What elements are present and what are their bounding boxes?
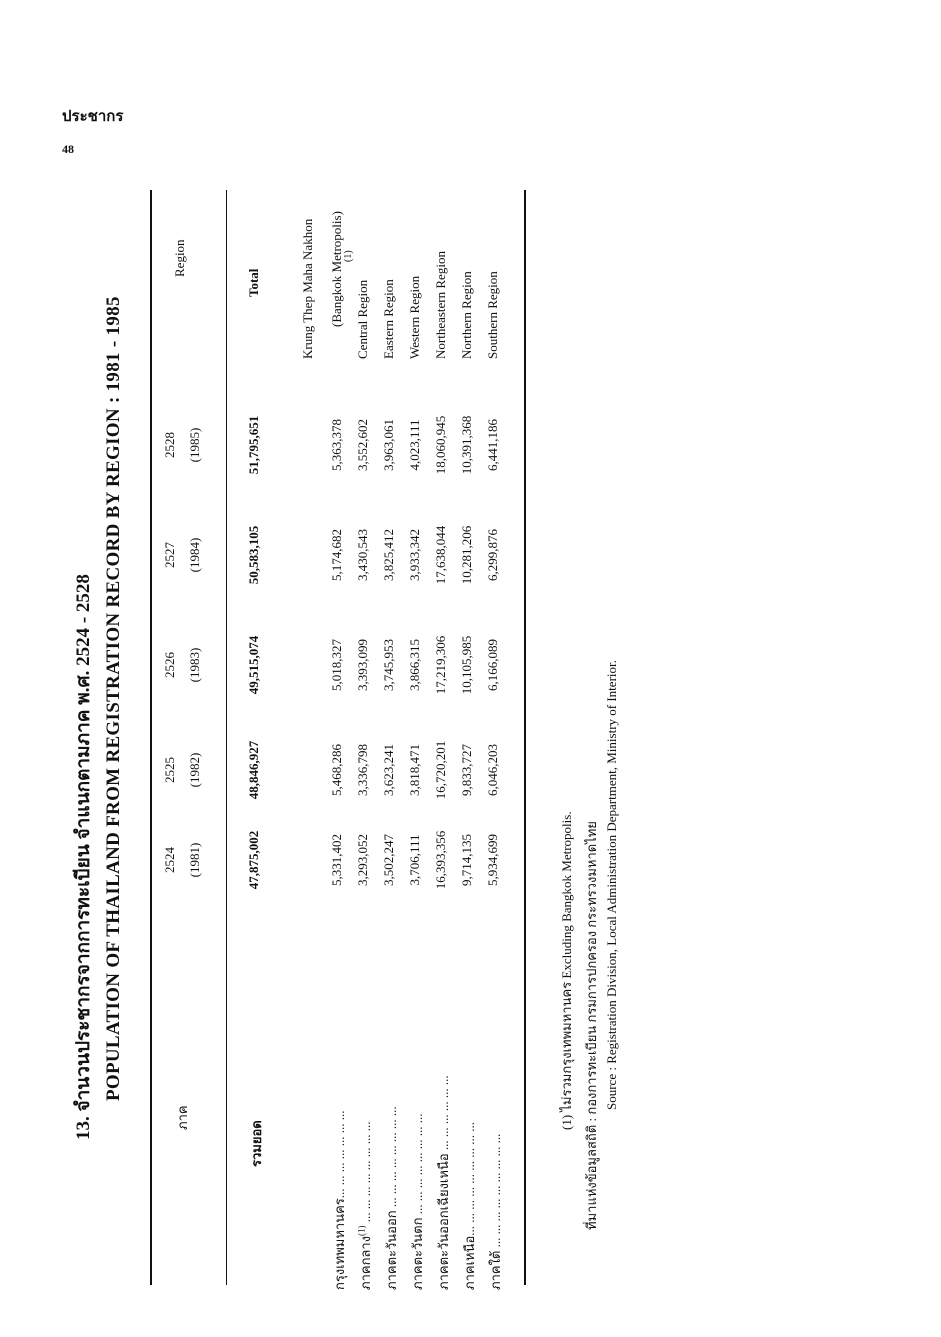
section-header: ประชากร xyxy=(62,109,124,125)
row-label-thai: ภาคตะวันออก ... ... ... ... ... ... ... ... xyxy=(384,1106,399,1290)
row-label-thai: ภาคตะวันออกเฉียงเหนือ ... ... ... ... ... ... xyxy=(436,1075,451,1290)
column-year-ce: (1981) xyxy=(187,842,202,878)
cell-value: 5,018,327 xyxy=(329,639,344,691)
total-value: 51,795,651 xyxy=(246,415,261,475)
cell-value: 16,393,356 xyxy=(433,830,448,890)
cell-value: 3,818,471 xyxy=(407,744,422,796)
cell-value: 3,825,412 xyxy=(381,529,396,581)
cell-value: 3,706,111 xyxy=(407,834,422,886)
cell-value: 9,714,135 xyxy=(459,834,474,886)
footnote-marker: (1) xyxy=(343,250,354,262)
table-top-rule xyxy=(150,190,152,1285)
source-english: Source : Registration Division, Local Administration Department, Ministry of Interior. xyxy=(604,660,619,1110)
dot-leader: ... ... ... ... ... ... ... ... xyxy=(358,1121,373,1223)
column-year-be: 2524 xyxy=(162,847,177,873)
cell-value: 5,174,682 xyxy=(329,529,344,581)
cell-value: 9,833,727 xyxy=(459,744,474,796)
cell-value: 4,023,111 xyxy=(407,419,422,471)
row-label-english: Southern Region xyxy=(485,271,500,359)
column-year-ce: (1982) xyxy=(187,752,202,788)
total-value: 49,515,074 xyxy=(246,635,261,695)
header-region-english: Region xyxy=(172,239,187,277)
cell-value: 5,363,378 xyxy=(329,419,344,471)
cell-value: 3,933,342 xyxy=(407,529,422,581)
cell-value: 3,963,061 xyxy=(381,419,396,471)
total-value: 50,583,105 xyxy=(246,525,261,585)
table-bottom-rule xyxy=(524,190,526,1285)
total-label-english: Total xyxy=(246,268,261,297)
column-year-be: 2527 xyxy=(162,542,177,568)
cell-value: 3,336,798 xyxy=(355,744,370,796)
row-label-english: Central Region xyxy=(355,279,370,359)
cell-value: 3,293,052 xyxy=(355,834,370,886)
column-year-be: 2528 xyxy=(162,432,177,458)
column-year-ce: (1983) xyxy=(187,647,202,683)
cell-value: 6,299,876 xyxy=(485,529,500,581)
footnote-marker: (1) xyxy=(356,1225,367,1236)
column-year-be: 2526 xyxy=(162,652,177,678)
cell-value: 10,281,206 xyxy=(459,525,474,585)
cell-value: 3,866,315 xyxy=(407,639,422,691)
cell-value: 17,638,044 xyxy=(433,525,448,585)
cell-value: 3,430,543 xyxy=(355,529,370,581)
column-year-be: 2525 xyxy=(162,757,177,783)
title-thai: 13. จำนวนประชากรจากการทะเบียน จำแนกตามภาค พ.ศ. 2524 - 2528 xyxy=(73,574,94,1140)
cell-value: 10,391,368 xyxy=(459,415,474,475)
cell-value: 3,552,602 xyxy=(355,419,370,471)
column-year-ce: (1984) xyxy=(187,537,202,573)
row-label-english: Northern Region xyxy=(459,271,474,359)
title-english: POPULATION OF THAILAND FROM REGISTRATION RECORD BY REGION : 1981 - 1985 xyxy=(103,296,124,1101)
cell-value: 5,468,286 xyxy=(329,744,344,796)
total-label-thai: รวมยอด xyxy=(249,1120,264,1167)
cell-value: 3,393,099 xyxy=(355,639,370,691)
table-header-rule xyxy=(226,190,227,1285)
cell-value: 3,745,953 xyxy=(381,639,396,691)
cell-value: 18,060,945 xyxy=(433,415,448,475)
cell-value: 3,502,247 xyxy=(381,834,396,886)
header-region-thai: ภาค xyxy=(175,1105,190,1130)
row-label-thai: กรุงเทพมหานคร... ... ... ... ... ... ... xyxy=(332,1110,347,1290)
cell-value: 16,720,201 xyxy=(433,740,448,800)
column-year-ce: (1985) xyxy=(187,427,202,463)
total-value: 47,875,002 xyxy=(246,830,261,890)
row-label-english: Eastern Region xyxy=(381,279,396,359)
cell-value: 6,046,203 xyxy=(485,744,500,796)
row-label-english-sub: (Bangkok Metropolis) xyxy=(329,211,344,327)
row-label-thai: ภาคตะวันตก ... ... ... ... ... ... ... ... xyxy=(410,1113,425,1290)
row-label-thai xyxy=(355,1121,376,1290)
row-label-english: Northeastern Region xyxy=(433,251,448,359)
page-number: 48 xyxy=(62,142,74,156)
cell-value: 5,934,699 xyxy=(485,834,500,886)
cell-value: 6,441,186 xyxy=(485,419,500,471)
cell-value: 17,219,306 xyxy=(433,635,448,695)
row-label-english: Krung Thep Maha Nakhon xyxy=(300,218,315,359)
row-label-thai: ภาคเหนือ... ... ... ... ... ... ... ... ... xyxy=(462,1121,477,1290)
cell-value: 5,331,402 xyxy=(329,834,344,886)
cell-value: 3,623,241 xyxy=(381,744,396,796)
cell-value: 10,105,985 xyxy=(459,635,474,695)
total-value: 48,846,927 xyxy=(246,740,261,800)
row-label-thai: ภาคใต้ ... ... ... ... ... ... ... ... ... xyxy=(488,1133,503,1290)
footnote-1: (1) ไม่รวมกรุงเทพมหานคร Excluding Bangkok Metropolis. xyxy=(559,811,574,1130)
cell-value: 6,166,089 xyxy=(485,639,500,691)
row-label-text: ภาคกลาง xyxy=(358,1235,373,1290)
source-thai: ที่มาแห่งข้อมูลสถิติ : กองการทะเบียน กรมการปกครอง กระทรวงมหาดไทย xyxy=(584,821,599,1230)
row-label-english: Western Region xyxy=(407,275,422,359)
